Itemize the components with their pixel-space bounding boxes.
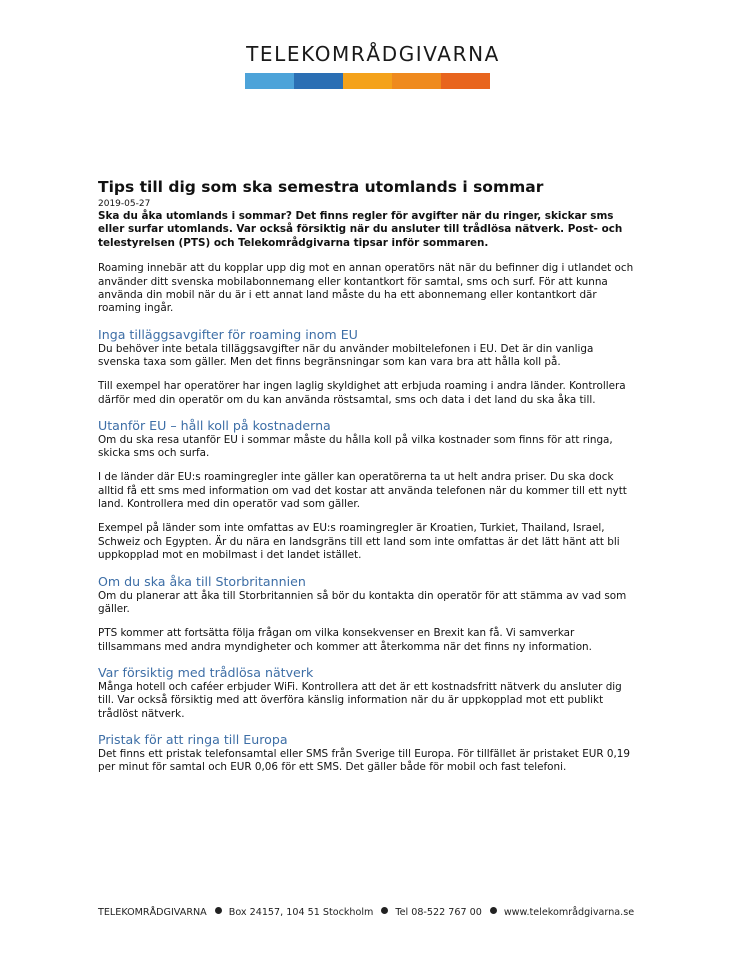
bullet-icon <box>215 907 222 914</box>
footer-address: Box 24157, 104 51 Stockholm <box>228 907 374 918</box>
section-heading-wifi: Var försiktig med trådlösa nätverk <box>98 664 314 680</box>
article-date: 2019-05-27 <box>98 199 151 209</box>
color-bar-segment <box>343 73 392 89</box>
section-paragraph: Om du planerar att åka till Storbritannien så bör du kontakta din operatör för att stämma av vad som gäller. <box>98 589 627 615</box>
section-heading-outside-eu: Utanför EU – håll koll på kostnaderna <box>98 417 331 433</box>
article-lead: Ska du åka utomlands i sommar? Det finns regler för avgifter när du ringer, skickar sms eller surfar utomlands. Var också försiktig när du ansluter till trådlösa nätverk. Post- och telestyrelsen (PTS) och Telekområdgivarna tipsar inför sommaren. <box>98 210 623 249</box>
section-paragraph: Många hotell och caféer erbjuder WiFi. Kontrollera att det är ett kostnadsfritt nätverk du ansluter dig till. Var också försiktig med att överföra känslig information när du är uppkopplad mot ett publikt trådlöst nätverk. <box>98 680 622 720</box>
article <box>98 177 638 785</box>
section-paragraph: Du behöver inte betala tilläggsavgifter när du använder mobiltelefonen i EU. Det är din vanliga svenska taxa som gäller. Men det finns begränsningar som kan vara bra att hålla koll på. <box>98 342 594 369</box>
section-paragraph: Det finns ett pristak telefonsamtal eller SMS från Sverige till Europa. För tillfället är pristaket EUR 0,19 per minut för samtal och EUR 0,06 för ett SMS. Det gäller både för mobil och fast telefoni. <box>98 747 631 774</box>
section-paragraph: I de länder där EU:s roamingregler inte gäller kan operatörerna ta ut helt andra priser. Du ska dock alltid få ett sms med information om vad det kostar att använda telefonen när du kommer till ett nytt land. Kontrollera med din operatör vad som gäller. <box>98 471 627 511</box>
section-paragraph: Exempel på länder som inte omfattas av EU:s roamingregler är Kroatien, Turkiet, Thailand, Israel, Schweiz och Egypten. Är du nära en landsgräns till ett land som inte omfattas är det lätt hänt att bli uppkopplad mot en mobilmast i det landet istället. <box>98 522 620 562</box>
bullet-icon <box>381 907 388 914</box>
footer-org: TELEKOMRÅDGIVARNA <box>98 907 207 918</box>
footer-phone: Tel 08-522 767 00 <box>395 907 482 918</box>
color-bar-segment <box>441 73 490 89</box>
section-paragraph: PTS kommer att fortsätta följa frågan om vilka konsekvenser en Brexit kan få. Vi samverkar tillsammans med andra myndigheter och kommer att återkomma när det finns ny information. <box>98 627 592 653</box>
article-title: Tips till dig som ska semestra utomlands i sommar <box>98 178 544 196</box>
color-bar-segment <box>245 73 294 89</box>
bullet-icon <box>490 907 497 914</box>
section-paragraph: Om du ska resa utanför EU i sommar måste du hålla koll på vilka kostnader som finns för att ringa, skicka sms och surfa. <box>98 433 613 460</box>
footer <box>98 907 634 918</box>
logo-color-bar <box>245 73 490 89</box>
footer-web: www.telekområdgivarna.se <box>503 907 635 918</box>
article-intro: Roaming innebär att du kopplar upp dig mot en annan operatörs nät när du befinner dig i utlandet och använder ditt svenska mobilabonnemang eller kontantkort för samtal, sms och surf. För att kunna använda din mobil när du är i ett annat land måste du ha ett abonnemang eller kontantkort där roaming ingår. <box>98 262 634 315</box>
section-heading-price-cap: Pristak för att ringa till Europa <box>98 731 288 747</box>
color-bar-segment <box>392 73 441 89</box>
color-bar-segment <box>294 73 343 89</box>
section-heading-uk: Om du ska åka till Storbritannien <box>98 573 306 589</box>
section-heading-eu: Inga tilläggsavgifter för roaming inom EU <box>98 326 358 342</box>
section-paragraph: Till exempel har operatörer har ingen laglig skyldighet att erbjuda roaming i andra länder. Kontrollera därför med din operatör om du kan använda röstsamtal, sms och data i det land du ska åka till. <box>98 380 626 406</box>
logo-text: TELEKOMRÅDGIVARNA <box>246 42 500 66</box>
